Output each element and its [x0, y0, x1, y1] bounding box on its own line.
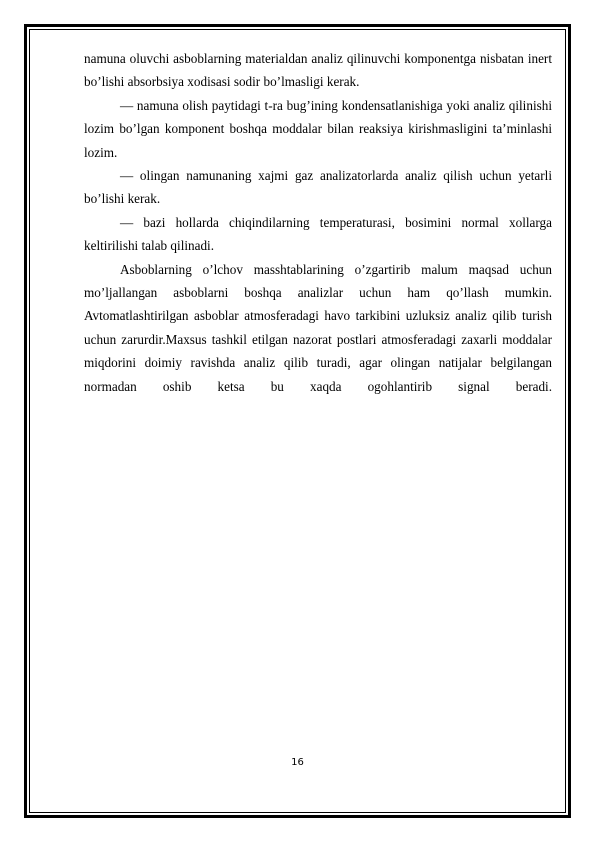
paragraph-4: — bazi hollarda chiqindilarning temperaturasi, bosimini normal xollarga keltirilishi talab qilinadi.: [84, 214, 552, 254]
page-number: 16: [291, 757, 304, 768]
paragraph-5: Asboblarning o’lchov masshtablarining o’zgartirib malum maqsad uchun mo’ljallangan asboblarni boshqa analizlar uchun ham qo’llash mumkin. Avtomatlashtirilgan asboblar atmosferadagi havo tarkibini uzluksiz analiz qilib turish uchun zarurdir.Maxsus tashkil etilgan nazorat postlari atmosferadagi zaxarli moddalar miqdorini doimiy ravishda analiz qilib turadi, agar olingan natijalar belgilangan normadan oshib ketsa bu xaqda ogohlantirib signal beradi.: [84, 261, 552, 394]
paragraph-3: — olingan namunaning xajmi gaz analizatorlarda analiz qilish uchun yetarli bo’lishi kerak.: [84, 168, 552, 207]
paragraph-2: — namuna olish paytidagi t-ra bug’ining kondensatlanishiga yoki analiz qilinishi lozim bo’lgan komponent boshqa moddalar bilan reaksiya kirishmasligini ta’minlashi lozim.: [84, 97, 552, 160]
document-body: [84, 47, 552, 398]
paragraph-1: namuna oluvchi asboblarning materialdan analiz qilinuvchi komponentga nisbatan inert bo’lishi absorbsiya xodisasi sodir bo’lmasligi kerak.: [84, 51, 552, 90]
